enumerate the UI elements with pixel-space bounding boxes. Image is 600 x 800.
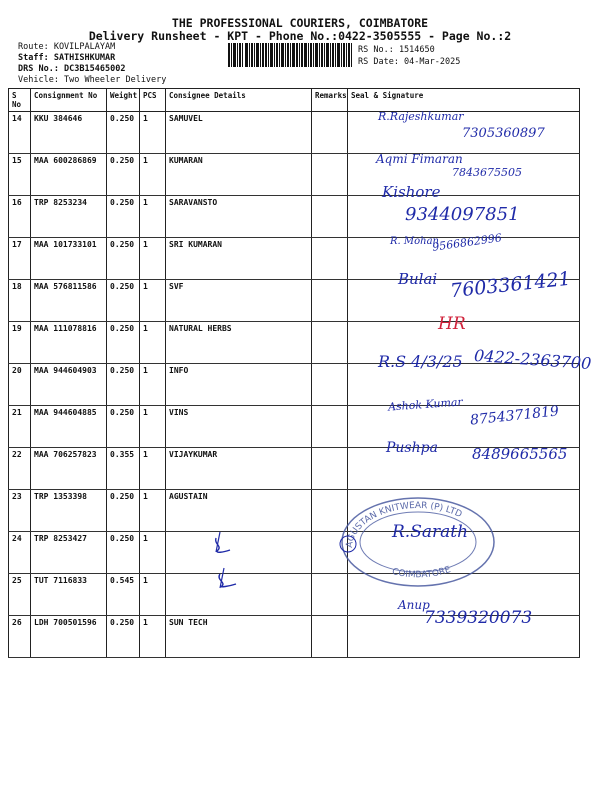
scribble-marks xyxy=(200,530,250,590)
cell-consignment: MAA 600286869 xyxy=(31,154,107,196)
vehicle-label: Vehicle: Two Wheeler Delivery xyxy=(18,75,167,85)
cell-pcs: 1 xyxy=(140,406,166,448)
cell-pcs: 1 xyxy=(140,448,166,490)
cell-sno: 15 xyxy=(9,154,31,196)
signature-row-23: R.Sarath xyxy=(392,522,469,542)
cell-remarks xyxy=(312,448,348,490)
cell-consignment: MAA 576811586 xyxy=(31,280,107,322)
cell-pcs: 1 xyxy=(140,112,166,154)
stamp-bottom-text: COIMBATORE xyxy=(390,565,453,581)
cell-consignee: SAMUVEL xyxy=(166,112,312,154)
header-weight: Weight xyxy=(107,89,140,112)
cell-weight: 0.545 xyxy=(107,574,140,616)
cell-weight: 0.250 xyxy=(107,490,140,532)
cell-sno: 23 xyxy=(9,490,31,532)
signature-row-18: Bulai xyxy=(398,270,438,288)
header-remarks: Remarks xyxy=(312,89,348,112)
cell-consignee: AGUSTAIN xyxy=(166,490,312,532)
cell-remarks xyxy=(312,154,348,196)
runsheet-subtitle: Delivery Runsheet - KPT - Phone No.:0422-3505555 - Page No.:2 xyxy=(88,29,512,43)
cell-weight: 0.250 xyxy=(107,238,140,280)
cell-consignment: LDH 700501596 xyxy=(31,616,107,658)
cell-pcs: 1 xyxy=(140,364,166,406)
signature-row-21: Ashok Kumar xyxy=(387,395,464,414)
phone-row-26: 7339320073 xyxy=(424,608,533,628)
cell-sno: 26 xyxy=(9,616,31,658)
cell-consignee: SARAVANSTO xyxy=(166,196,312,238)
cell-weight: 0.250 xyxy=(107,154,140,196)
staff-label: Staff: SATHISHKUMAR xyxy=(18,53,116,63)
cell-remarks xyxy=(312,406,348,448)
svg-text:COIMBATORE xyxy=(391,565,452,580)
cell-remarks xyxy=(312,280,348,322)
cell-consignment: KKU 384646 xyxy=(31,112,107,154)
cell-weight: 0.250 xyxy=(107,280,140,322)
phone-row-22: 8489665565 xyxy=(472,445,568,463)
cell-consignment: MAA 706257823 xyxy=(31,448,107,490)
header-signature: Seal & Signature xyxy=(348,89,580,112)
cell-pcs: 1 xyxy=(140,196,166,238)
cell-sno: 14 xyxy=(9,112,31,154)
cell-remarks xyxy=(312,112,348,154)
cell-consignee: SUN TECH xyxy=(166,616,312,658)
cell-consignment: TUT 7116833 xyxy=(31,574,107,616)
signature-row-26: Anup xyxy=(398,598,430,612)
header-pcs: PCS xyxy=(140,89,166,112)
cell-sno: 24 xyxy=(9,532,31,574)
cell-consignment: TRP 8253234 xyxy=(31,196,107,238)
table-row xyxy=(9,364,580,406)
barcode xyxy=(228,43,352,67)
phone-row-16: 9344097851 xyxy=(405,204,520,225)
cell-weight: 0.250 xyxy=(107,364,140,406)
cell-weight: 0.250 xyxy=(107,532,140,574)
cell-consignee: INFO xyxy=(166,364,312,406)
drs-number: DRS No.: DC3B15465002 xyxy=(18,64,126,74)
cell-pcs: 1 xyxy=(140,154,166,196)
signature-row-20: R.S 4/3/25 xyxy=(378,352,463,371)
cell-pcs: 1 xyxy=(140,322,166,364)
phone-row-20: 0422-2363700 xyxy=(473,345,592,374)
cell-sno: 18 xyxy=(9,280,31,322)
cell-weight: 0.250 xyxy=(107,112,140,154)
cell-remarks xyxy=(312,364,348,406)
cell-weight: 0.250 xyxy=(107,406,140,448)
company-title: THE PROFESSIONAL COURIERS, COIMBATORE xyxy=(171,16,429,30)
cell-sno: 21 xyxy=(9,406,31,448)
cell-consignment: MAA 101733101 xyxy=(31,238,107,280)
cell-consignee: VIJAYKUMAR xyxy=(166,448,312,490)
cell-remarks xyxy=(312,616,348,658)
rs-number: RS No.: 1514650 xyxy=(358,45,435,55)
header-consignee: Consignee Details xyxy=(166,89,312,112)
cell-pcs: 1 xyxy=(140,574,166,616)
cell-consignee: SRI KUMARAN xyxy=(166,238,312,280)
cell-consignment: MAA 111078816 xyxy=(31,322,107,364)
phone-row-14: 7305360897 xyxy=(462,126,545,141)
cell-consignee: VINS xyxy=(166,406,312,448)
signature-row-16: Kishore xyxy=(382,183,441,201)
phone-row-21: 8754371819 xyxy=(469,403,560,429)
cell-consignee: KUMARAN xyxy=(166,154,312,196)
cell-pcs: 1 xyxy=(140,280,166,322)
signature-row-17: R. Mohan xyxy=(390,236,439,247)
signature-row-19: HR xyxy=(438,314,466,334)
cell-consignment: TRP 8253427 xyxy=(31,532,107,574)
cell-consignment: MAA 944604903 xyxy=(31,364,107,406)
cell-consignment: MAA 944604885 xyxy=(31,406,107,448)
phone-row-15: 7843675505 xyxy=(452,166,522,179)
cell-pcs: 1 xyxy=(140,532,166,574)
signature-row-22: Pushpa xyxy=(386,440,438,456)
cell-consignee: SVF xyxy=(166,280,312,322)
cell-weight: 0.355 xyxy=(107,448,140,490)
phone-row-18: 7603361421 xyxy=(449,267,572,303)
cell-pcs: 1 xyxy=(140,238,166,280)
cell-weight: 0.250 xyxy=(107,616,140,658)
cell-sno: 25 xyxy=(9,574,31,616)
cell-sno: 22 xyxy=(9,448,31,490)
cell-consignee: NATURAL HERBS xyxy=(166,322,312,364)
cell-sno: 19 xyxy=(9,322,31,364)
header-consignment: Consignment No xyxy=(31,89,107,112)
stamp-top-text: AGUSTAN KNITWEAR (P) LTD xyxy=(344,500,464,549)
rs-date: RS Date: 04-Mar-2025 xyxy=(358,57,461,67)
cell-consignment: TRP 1353398 xyxy=(31,490,107,532)
route-label: Route: KOVILPALAYAM xyxy=(18,42,116,52)
cell-pcs: 1 xyxy=(140,490,166,532)
cell-pcs: 1 xyxy=(140,616,166,658)
cell-sno: 20 xyxy=(9,364,31,406)
cell-sno: 16 xyxy=(9,196,31,238)
cell-remarks xyxy=(312,196,348,238)
cell-remarks xyxy=(312,322,348,364)
cell-remarks xyxy=(312,238,348,280)
cell-sno: 17 xyxy=(9,238,31,280)
cell-weight: 0.250 xyxy=(107,322,140,364)
signature-row-15: Aqmi Fimaran xyxy=(376,152,463,166)
phone-row-17: 9566862996 xyxy=(431,231,503,254)
header-sno: S No xyxy=(9,89,31,112)
svg-text:AGUSTAN KNITWEAR (P) LTD xyxy=(345,501,464,548)
signature-row-14: R.Rajeshkumar xyxy=(378,110,464,123)
cell-weight: 0.250 xyxy=(107,196,140,238)
company-seal-stamp xyxy=(330,492,506,588)
